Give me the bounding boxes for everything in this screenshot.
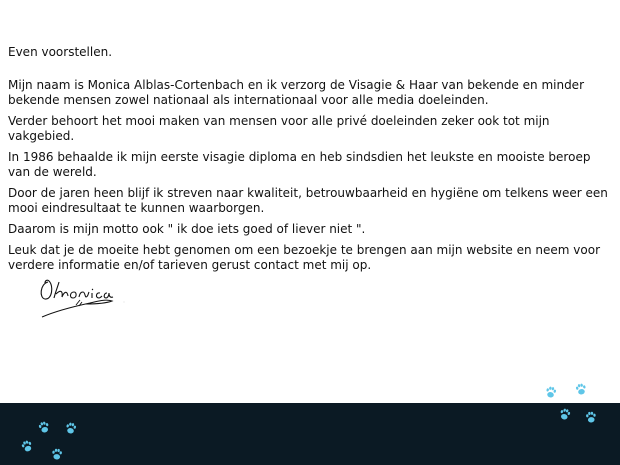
footer-band [0, 403, 620, 465]
signature-image [36, 268, 132, 324]
paragraph-intro: Mijn naam is Monica Alblas-Cortenbach en ik verzorg de Visagie & Haar van bekende en minder bekende mensen zowel nationaal als internationaal voor alle media doeleinden. [8, 78, 584, 107]
intro-text-block [8, 45, 616, 279]
paragraph-diploma: In 1986 behaalde ik mijn eerste visagie diploma en heb sindsdien het leukste en mooiste beroep van de wereld. [8, 150, 591, 179]
paragraph-quality: Door de jaren heen blijf ik streven naar kwaliteit, betrouwbaarheid en hygiëne om telkens weer een mooi eindresultaat te kunnen waarborgen. [8, 186, 608, 215]
paw-print-icon [545, 386, 556, 398]
paragraph-private: Verder behoort het mooi maken van mensen voor alle privé doeleinden zeker ook tot mijn vakgebied. [8, 114, 550, 143]
paw-print-icon [575, 383, 586, 395]
page-title: Even voorstellen. [8, 45, 113, 59]
paragraph-contact: Leuk dat je de moeite hebt genomen om een bezoekje te brengen aan mijn website en neem voor verdere informatie en/of tarieven gerust contact met mij op. [8, 243, 601, 272]
paragraph-motto: Daarom is mijn motto ook " ik doe iets goed of liever niet ". [8, 222, 366, 236]
